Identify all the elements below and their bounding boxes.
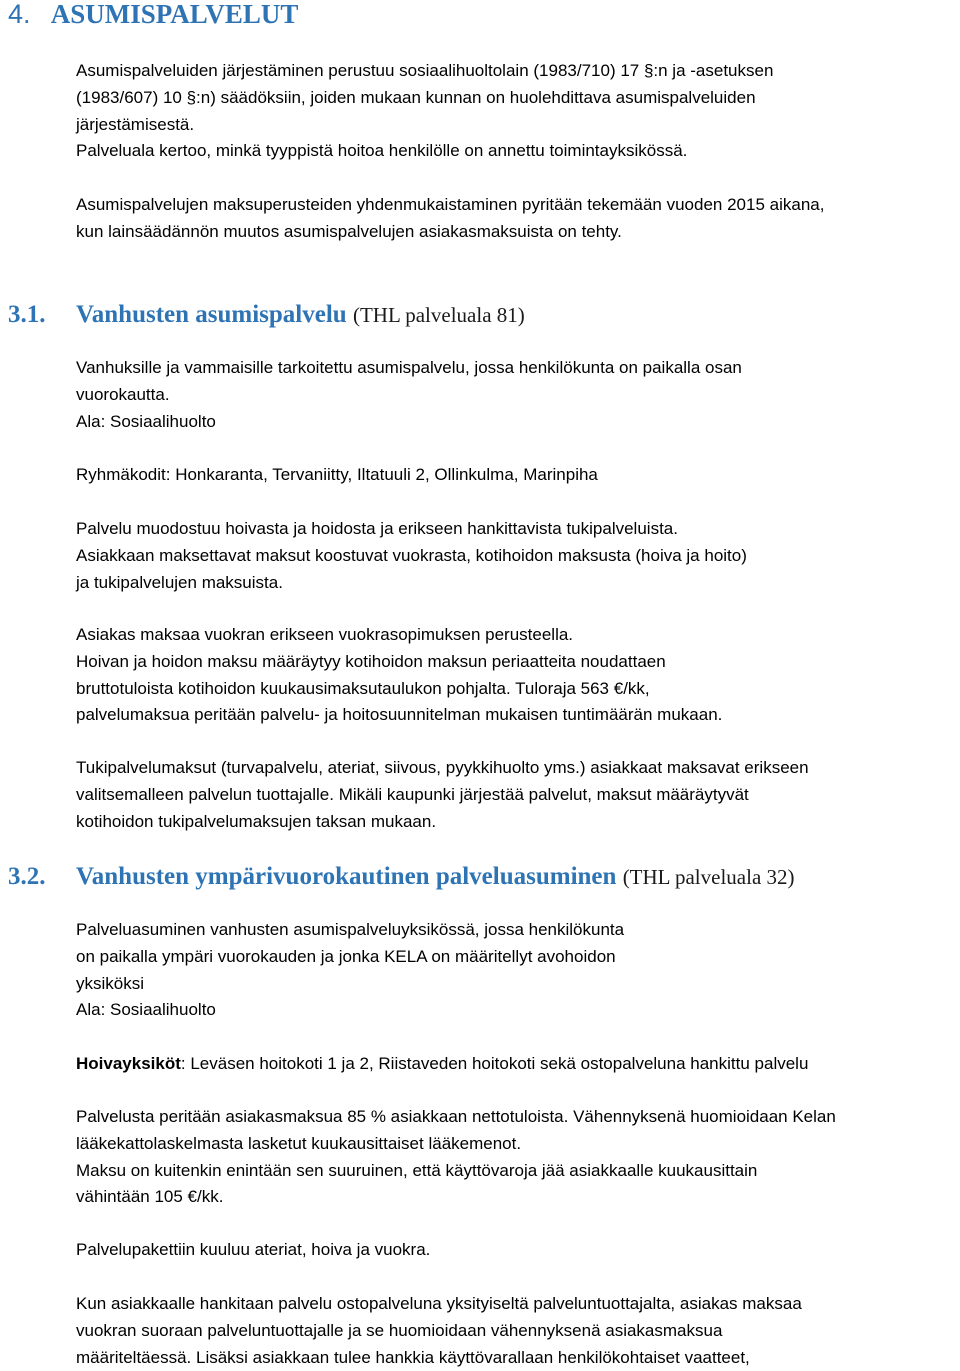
text-line: Palveluala kertoo, minkä tyyppistä hoitoa henkilölle on annettu toimintayksikössä. bbox=[76, 141, 688, 161]
text-line: Ala: Sosiaalihuolto bbox=[76, 411, 216, 431]
section-number: 3.2. bbox=[8, 863, 46, 890]
section-title: Vanhusten asumispalvelu bbox=[76, 301, 347, 328]
text-line: valitsemalleen palvelun tuottajalle. Mikäli kaupunki järjestää palvelut, maksut määräytyvät bbox=[76, 784, 749, 804]
s32-paragraph-4 bbox=[76, 1237, 960, 1264]
s31-paragraph-2 bbox=[76, 462, 960, 489]
hoivayksikot-text: : Leväsen hoitokoti 1 ja 2, Riistaveden hoitokoti sekä ostopalveluna hankittu palvelu bbox=[180, 1054, 809, 1073]
text-line: lääkekattolaskelmasta lasketut kuukausittaiset lääkemenot. bbox=[76, 1133, 522, 1153]
text-line: Asiakas maksaa vuokran erikseen vuokrasopimuksen perusteella. bbox=[76, 625, 574, 644]
text-line: Vanhuksille ja vammaisille tarkoitettu asumispalvelu, jossa henkilökunta on paikalla osan bbox=[76, 358, 742, 377]
section-title: Vanhusten ympärivuorokautinen palveluasuminen bbox=[76, 863, 617, 890]
text-line: Palvelupakettiin kuuluu ateriat, hoiva ja vuokra. bbox=[76, 1240, 431, 1259]
text-line: vuorokautta. bbox=[76, 384, 170, 404]
text-line: kun lainsäädännön muutos asumispalvelujen asiakasmaksuista on tehty. bbox=[76, 221, 622, 241]
text-line: Palvelusta peritään asiakasmaksua 85 % asiakkaan nettotuloista. Vähennyksenä huomioidaan Kelan bbox=[76, 1107, 836, 1126]
text-line: määriteltäessä. Lisäksi asiakkaan tulee hankkia käyttövarallaan henkilökohtaiset vaatteet, bbox=[76, 1347, 750, 1367]
text-line: Tukipalvelumaksut (turvapalvelu, ateriat, siivous, pyykkihuolto yms.) asiakkaat maksavat erikseen bbox=[76, 758, 809, 777]
text-line: on paikalla ympäri vuorokauden ja jonka KELA on määritellyt avohoidon bbox=[76, 946, 616, 966]
section-suffix: (THL palveluala 81) bbox=[352, 303, 525, 327]
text-line: bruttotuloista kotihoidon kuukausimaksutaulukon pohjalta. Tuloraja 563 €/kk, bbox=[76, 678, 650, 698]
s32-paragraph-5 bbox=[76, 1291, 960, 1371]
section-number: 3.1. bbox=[8, 301, 46, 328]
s32-paragraph-2 bbox=[76, 1051, 960, 1078]
intro-paragraph-2 bbox=[76, 192, 960, 246]
text-line: Kun asiakkaalle hankitaan palvelu ostopalveluna yksityiseltä palveluntuottajalta, asiakas maksaa bbox=[76, 1294, 802, 1313]
s31-paragraph-3 bbox=[76, 516, 960, 596]
text-line: ja tukipalvelujen maksuista. bbox=[76, 572, 283, 592]
text-line: Asiakkaan maksettavat maksut koostuvat vuokrasta, kotihoidon maksusta (hoiva ja hoito) bbox=[76, 545, 747, 565]
text-line: yksiköksi bbox=[76, 973, 145, 993]
s32-paragraph-3 bbox=[76, 1104, 960, 1211]
intro-paragraph bbox=[76, 58, 960, 165]
section-suffix: (THL palveluala 32) bbox=[622, 865, 795, 889]
hoivayksikot-label: Hoivayksiköt bbox=[76, 1054, 181, 1073]
text-line: palvelumaksua peritään palvelu- ja hoitosuunnitelman mukaisen tuntimäärän mukaan. bbox=[76, 705, 723, 725]
section-3-1-heading bbox=[8, 300, 525, 330]
text-line: Maksu on kuitenkin enintään sen suuruinen, että käyttövaroja jää asiakkaalle kuukausittain bbox=[76, 1160, 758, 1180]
text-line: Palveluasuminen vanhusten asumispalveluyksikössä, jossa henkilökunta bbox=[76, 920, 625, 939]
s31-paragraph-1 bbox=[76, 355, 960, 435]
chapter-heading bbox=[8, 0, 298, 30]
text-line: Ala: Sosiaalihuolto bbox=[76, 1000, 216, 1020]
text-line bbox=[76, 1051, 960, 1078]
text-line: (1983/607) 10 §:n) säädöksiin, joiden mukaan kunnan on huolehdittava asumispalveluiden bbox=[76, 87, 756, 107]
text-line: Ryhmäkodit: Honkaranta, Tervaniitty, Iltatuuli 2, Ollinkulma, Marinpiha bbox=[76, 465, 598, 484]
text-line: Palvelu muodostuu hoivasta ja hoidosta ja erikseen hankittavista tukipalveluista. bbox=[76, 519, 678, 538]
text-line: Asumispalveluiden järjestäminen perustuu sosiaalihuoltolain (1983/710) 17 §:n ja -asetuksen bbox=[76, 61, 774, 80]
chapter-title: ASUMISPALVELUT bbox=[50, 0, 299, 29]
text-line: Hoivan ja hoidon maksu määräytyy kotihoidon maksun periaatteita noudattaen bbox=[76, 651, 666, 671]
text-line: Asumispalvelujen maksuperusteiden yhdenmukaistaminen pyritään tekemään vuoden 2015 aikana, bbox=[76, 195, 825, 214]
text-line: vuokran suoraan palveluntuottajalle ja se huomioidaan vähennyksenä asiakasmaksua bbox=[76, 1320, 723, 1340]
s31-paragraph-4 bbox=[76, 622, 960, 729]
text-line: kotihoidon tukipalvelumaksujen taksan mukaan. bbox=[76, 811, 437, 831]
s31-paragraph-5 bbox=[76, 755, 960, 835]
section-3-2-heading bbox=[8, 862, 795, 892]
chapter-number: 4. bbox=[8, 0, 31, 29]
s32-paragraph-1 bbox=[76, 917, 960, 1024]
text-line: vähintään 105 €/kk. bbox=[76, 1187, 224, 1207]
text-line: järjestämisestä. bbox=[76, 114, 195, 134]
